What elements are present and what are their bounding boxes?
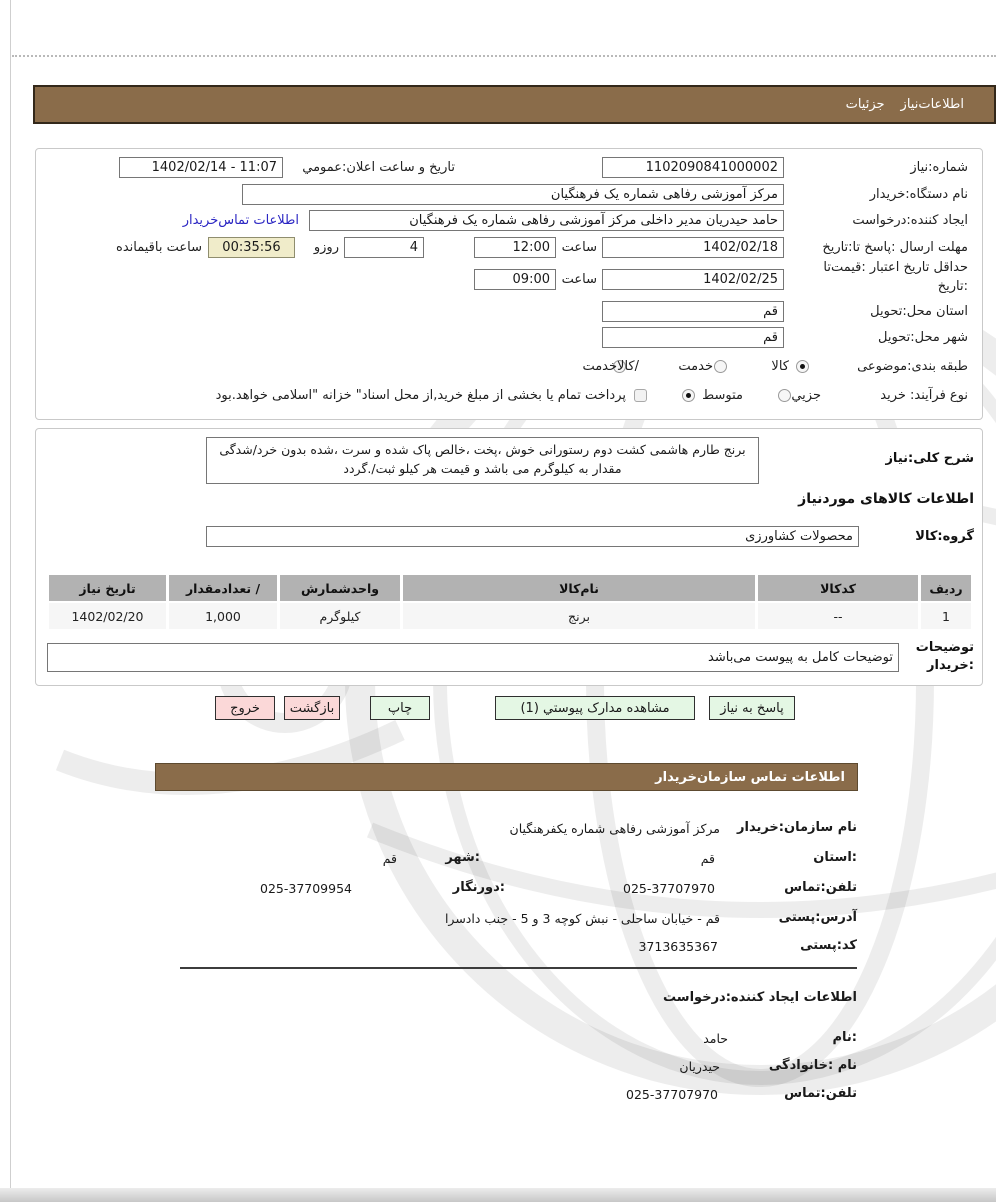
contact-address-label: آدرس:پستی — [778, 910, 857, 925]
need-description-field[interactable]: برنج طارم هاشمی کشت دوم رستورانی خوش ،پخت ،خالص پاک شده و سرت ،شده بدون خرد/شدگی مقدار به کیلوگرم می باشد و قیمت هر کیلو ثبت/.گردد — [206, 437, 759, 484]
contact-city-label: :شهر — [445, 850, 480, 865]
delivery-province-label: استان محل:تحویل — [870, 304, 968, 319]
buyer-notes-field[interactable]: توضیحات کامل به پیوست می‌باشد — [47, 643, 899, 672]
treasury-payment-checkbox[interactable] — [634, 389, 647, 402]
need-details-panel — [35, 428, 983, 686]
process-type-label: نوع فرآیند: خرید — [880, 388, 968, 403]
cell-need-date: 1402/02/20 — [49, 603, 166, 629]
buyer-org-label: نام دستگاه:خریدار — [869, 187, 968, 202]
cell-row-number: 1 — [921, 603, 971, 629]
need-description-label: شرح کلی:نیاز — [885, 451, 974, 466]
section-divider — [180, 967, 857, 969]
col-row-number: ردیف — [921, 575, 971, 601]
cell-quantity: 1,000 — [169, 603, 277, 629]
items-table — [46, 573, 974, 631]
col-item-name: نام‌کالا — [403, 575, 755, 601]
category-goods-label: کالا — [771, 359, 789, 374]
contact-address-value: قم - خیابان ساحلی - نبش کوچه 3 و 5 - جنب دادسرا — [444, 911, 720, 926]
category-goods-radio[interactable] — [796, 360, 809, 373]
buyer-notes-label: توضیحات :خریدار — [915, 640, 974, 674]
print-button[interactable]: چاپ — [370, 696, 430, 720]
reply-deadline-date-field[interactable]: 1402/02/18 — [602, 237, 784, 258]
cell-item-code: -- — [758, 603, 918, 629]
contact-fax-value: 025-37709954 — [260, 881, 352, 896]
respond-to-need-button[interactable]: پاسخ به نیاز — [709, 696, 795, 720]
process-medium-radio[interactable] — [682, 389, 695, 402]
items-table-header-row — [49, 575, 971, 601]
creator-last-name-value: حیدریان — [679, 1059, 720, 1074]
exit-button[interactable]: خروج — [215, 696, 275, 720]
contact-org-value: مرکز آموزشی رفاهی شماره یکفرهنگیان — [509, 821, 720, 836]
process-minor-label: جزيي — [791, 388, 821, 403]
tab-details[interactable]: جزئیات — [845, 97, 885, 112]
need-summary-panel — [35, 148, 983, 420]
buyer-contact-link[interactable]: اطلاعات تماس‌خریدار — [182, 213, 299, 228]
subject-category-label: طبقه بندی:موضوعی — [857, 359, 968, 374]
contact-fax-label: :دورنگار — [452, 880, 505, 895]
delivery-city-label: شهر محل:تحویل — [878, 330, 968, 345]
cell-unit: کیلوگرم — [280, 603, 400, 629]
process-minor-radio[interactable] — [778, 389, 791, 402]
category-service-label: خدمت — [678, 359, 713, 374]
remaining-time-label: ساعت باقیمانده — [116, 240, 202, 255]
delivery-province-field[interactable]: قم — [602, 301, 784, 322]
price-validity-label: حداقل تاریخ اعتبار :قیمت‌تا :تاریخ — [823, 260, 968, 294]
need-number-label: شماره:نیاز — [910, 160, 968, 175]
contact-org-label: نام سازمان:خریدار — [737, 820, 857, 835]
reply-deadline-label: مهلت ارسال :پاسخ تا:تاریخ — [822, 240, 968, 255]
price-validity-time-field[interactable]: 09:00 — [474, 269, 556, 290]
validity-hour-label: ساعت — [561, 272, 597, 287]
category-both-label: /کالاخدمت — [582, 359, 639, 374]
view-attachments-button[interactable]: مشاهده مدارک پیوستي (1) — [495, 696, 695, 720]
reply-deadline-time-field[interactable]: 12:00 — [474, 237, 556, 258]
creator-last-name-label: نام :خانوادگی — [768, 1058, 857, 1073]
days-field[interactable]: 4 — [344, 237, 424, 258]
contact-phone-label: تلفن:تماس — [784, 880, 857, 895]
price-validity-date-field[interactable]: 1402/02/25 — [602, 269, 784, 290]
table-row[interactable] — [49, 603, 971, 629]
creator-first-name-value: حامد — [703, 1031, 728, 1046]
creator-phone-label: تلفن:تماس — [784, 1086, 857, 1101]
col-item-code: کدکالا — [758, 575, 918, 601]
buyer-org-field[interactable]: مرکز آموزشی رفاهی شماره یک فرهنگیان — [242, 184, 784, 205]
header-bar — [33, 85, 996, 124]
remaining-time-box: 00:35:56 — [208, 237, 295, 258]
left-border-line — [10, 0, 11, 1202]
contact-postal-value: 3713635367 — [638, 939, 718, 954]
contact-province-label: :استان — [813, 850, 857, 865]
col-quantity: / تعدادمقدار — [169, 575, 277, 601]
treasury-payment-label: پرداخت تمام یا بخشی از مبلغ خرید,از محل اسناد" خزانه "اسلامی خواهد.بود — [215, 388, 626, 403]
days-label: روزو — [313, 240, 339, 255]
delivery-city-field[interactable]: قم — [602, 327, 784, 348]
creator-phone-value: 025-37707970 — [626, 1087, 718, 1102]
buyer-contact-bar — [155, 763, 858, 791]
cell-item-name: برنج — [403, 603, 755, 629]
request-creator-field[interactable]: حامد حیدریان مدیر داخلی مرکز آموزشی رفاهی شماره یک فرهنگیان — [309, 210, 784, 231]
category-service-radio[interactable] — [714, 360, 727, 373]
contact-phone-value: 025-37707970 — [623, 881, 715, 896]
col-unit: واحدشمارش — [280, 575, 400, 601]
contact-postal-label: کد:پستی — [800, 938, 857, 953]
tab-need-info[interactable]: اطلاعات‌نیاز — [900, 97, 964, 112]
creator-section-heading: اطلاعات ایجاد کننده:درخواست — [663, 990, 857, 1005]
creator-first-name-label: :نام — [832, 1030, 857, 1045]
goods-group-field[interactable]: محصولات کشاورزی — [206, 526, 859, 547]
announce-datetime-label: تاریخ و ساعت اعلان:عمومي — [302, 160, 455, 175]
buyer-contact-bar-title: اطلاعات تماس سازمان‌خریدار — [655, 769, 845, 785]
need-number-field[interactable]: 1102090841000002 — [602, 157, 784, 178]
announce-datetime-field[interactable]: 1402/02/14 - 11:07 — [119, 157, 283, 178]
deadline-hour-label: ساعت — [561, 240, 597, 255]
items-section-heading: اطلاعات کالاهای موردنیاز — [798, 491, 974, 507]
contact-city-value: قم — [382, 851, 397, 866]
contact-province-value: قم — [700, 851, 715, 866]
process-medium-label: متوسط — [702, 388, 743, 403]
bottom-bar — [0, 1188, 996, 1202]
request-creator-label: ایجاد کننده:درخواست — [852, 213, 968, 228]
back-button[interactable]: بازگشت — [284, 696, 340, 720]
col-need-date: تاریخ نیاز — [49, 575, 166, 601]
goods-group-label: گروه:کالا — [915, 529, 974, 544]
top-dotted-divider — [12, 55, 996, 57]
